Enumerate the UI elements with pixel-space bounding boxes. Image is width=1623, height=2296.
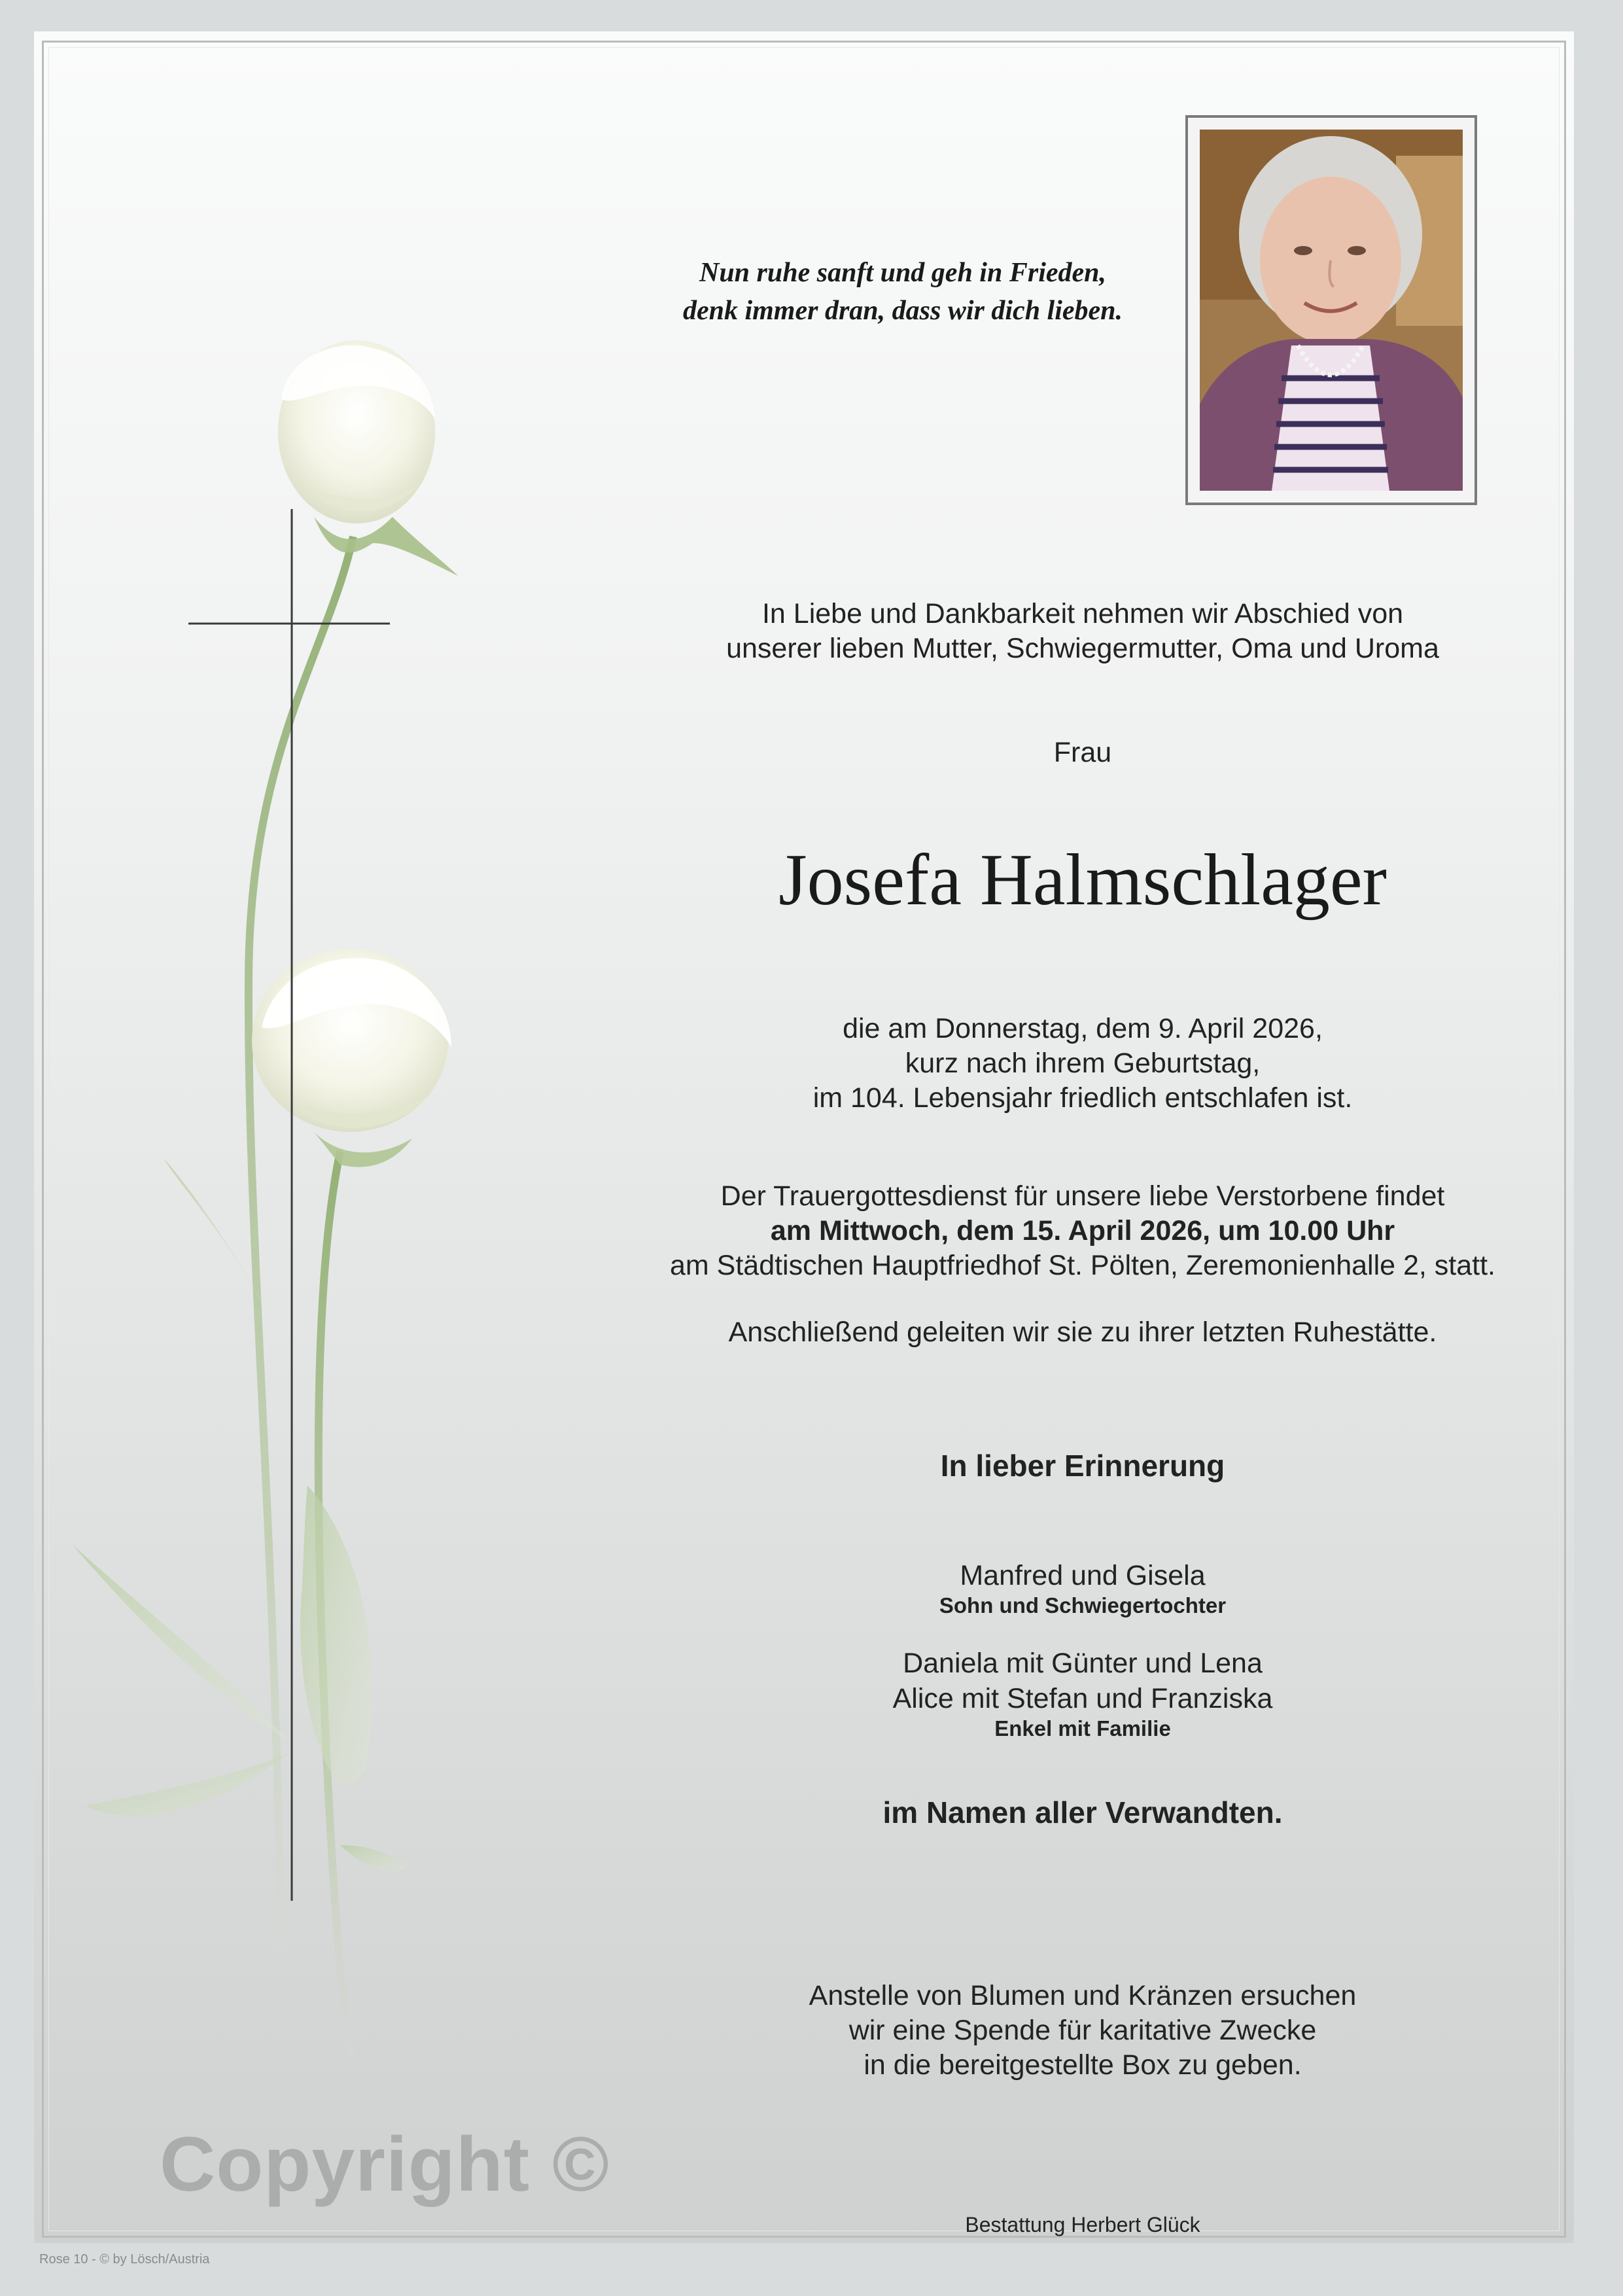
mourner-grandchild: Daniela mit Günter und Lena [903, 1648, 1263, 1679]
relatives-line: im Namen aller Verwandten. [882, 1795, 1283, 1829]
service-details [576, 1179, 1590, 1283]
death-notice [576, 1012, 1590, 1116]
death-notice-line: im 104. Lebensjahr friedlich entschlafen ist. [812, 1082, 1353, 1114]
deceased-name: Josefa Halmschlager [778, 839, 1387, 921]
donation-line: Anstelle von Blumen und Kränzen ersuchen [809, 1980, 1357, 2011]
service-line: Der Trauergottesdienst für unsere liebe Verstorbene findet [720, 1180, 1445, 1212]
service-date-time: am Mittwoch, dem 15. April 2026, um 10.00 Uhr [770, 1215, 1395, 1246]
memory-heading: In lieber Erinnerung [940, 1449, 1225, 1483]
salutation: Frau [1053, 737, 1112, 768]
death-notice-line: die am Donnerstag, dem 9. April 2026, [843, 1013, 1323, 1044]
intro-line: In Liebe und Dankbarkeit nehmen wir Abschied von [761, 598, 1404, 629]
verse-line: denk immer dran, dass wir dich lieben. [682, 296, 1123, 326]
donation-request [576, 1979, 1590, 2083]
intro-line: unserer lieben Mutter, Schwiegermutter, Oma und Uroma [726, 633, 1439, 664]
farewell-intro [576, 597, 1590, 666]
portrait-image [1200, 130, 1463, 491]
donation-line: in die bereitgestellte Box zu geben. [864, 2049, 1302, 2081]
mourner-grandchild: Alice mit Stefan und Franziska [892, 1683, 1273, 1714]
mourner-son: Manfred und Gisela [960, 1560, 1206, 1591]
mourner-son-relation: Sohn und Schwiegertochter [939, 1593, 1227, 1617]
mourner-grandchildren-relation: Enkel mit Familie [994, 1716, 1171, 1740]
portrait-photo [1185, 115, 1477, 505]
copyright-watermark: Copyright © [160, 2121, 610, 2208]
funeral-home: Bestattung Herbert Glück [965, 2213, 1200, 2236]
donation-line: wir eine Spende für karitative Zwecke [848, 2015, 1317, 2046]
service-location: am Städtischen Hauptfriedhof St. Pölten, Zeremonienhalle 2, statt. [669, 1250, 1496, 1281]
verse-line: Nun ruhe sanft und geh in Frieden, [699, 258, 1107, 288]
burial-note: Anschließend geleiten wir sie zu ihrer letzten Ruhestätte. [728, 1316, 1437, 1348]
memorial-verse [608, 254, 1197, 330]
death-notice-line: kurz nach ihrem Geburtstag, [905, 1048, 1261, 1079]
template-credit: Rose 10 - © by Lösch/Austria [39, 2252, 210, 2267]
